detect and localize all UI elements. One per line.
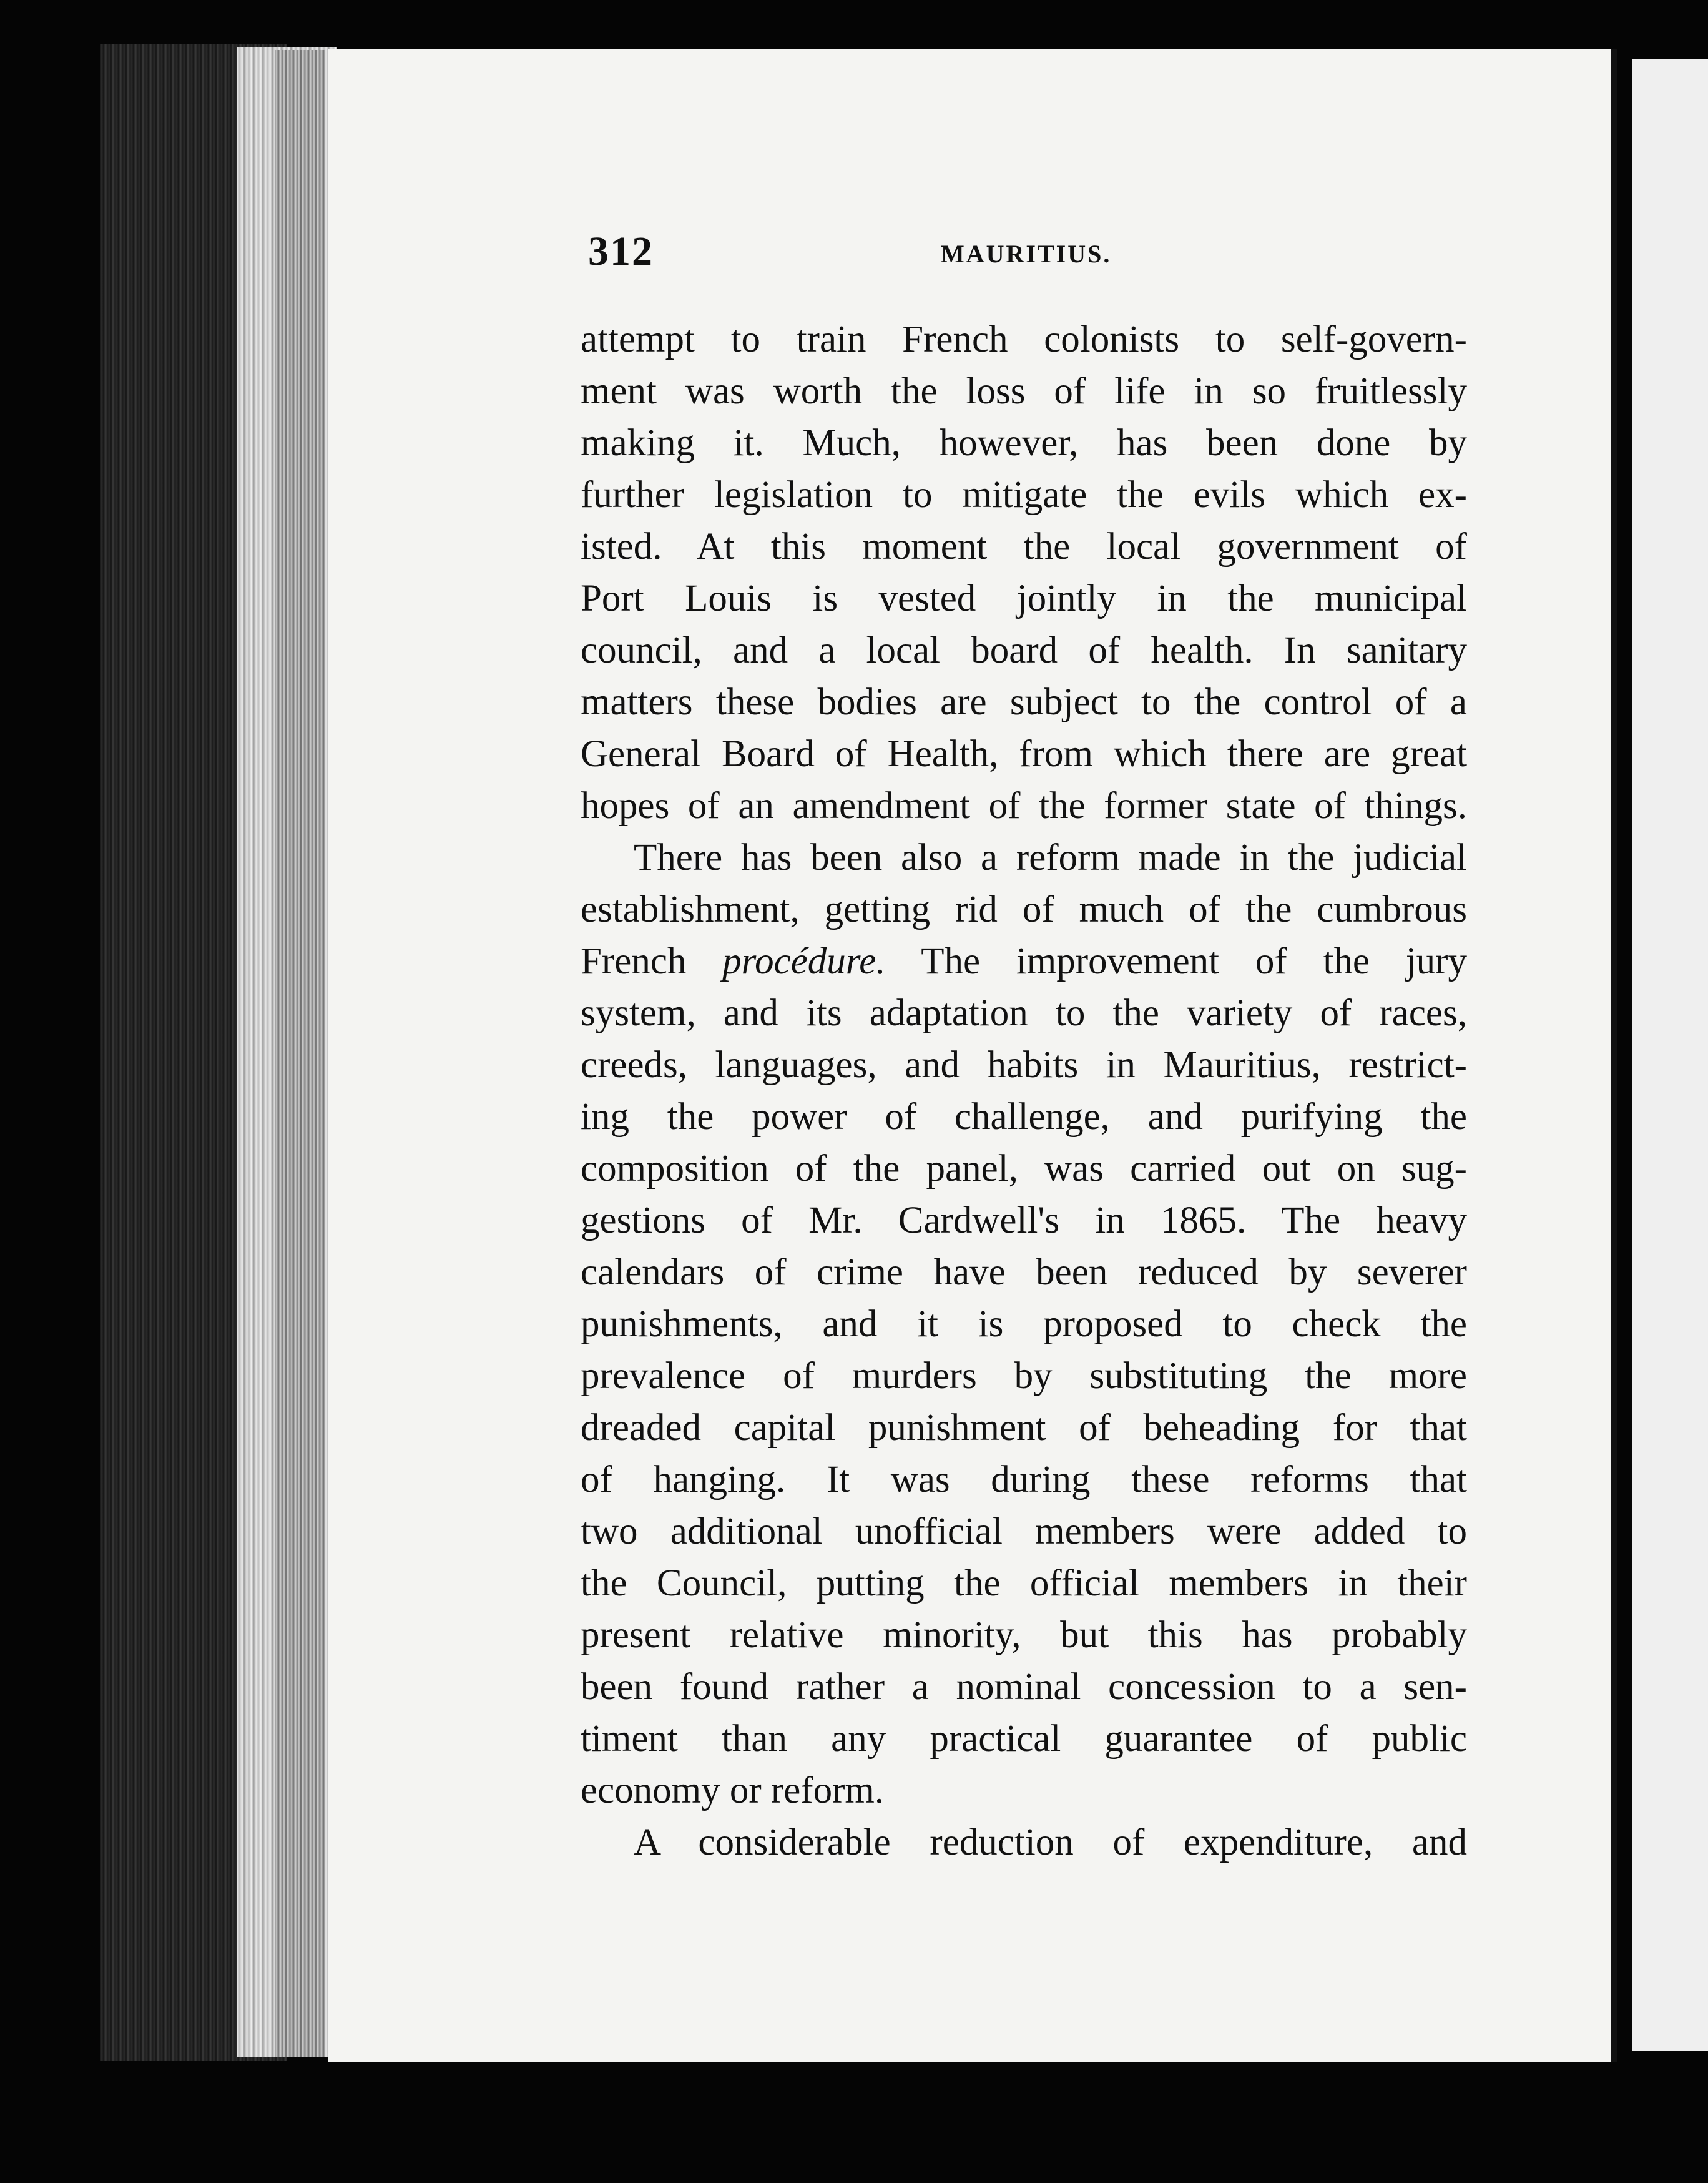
text-line: creeds, languages, and habits in Mauritius, restrict- [581,1044,1467,1086]
text-line: punishments, and it is proposed to check the [581,1303,1467,1345]
text-line: composition of the panel, was carried out on sug- [581,1148,1467,1190]
text-line: hopes of an amendment of the former state of things. [581,785,1467,827]
page-number: 312 [588,229,654,274]
text-line: present relative minority, but this has probably [581,1614,1467,1656]
text-line: dreaded capital punishment of beheading for that [581,1407,1467,1449]
text-line: further legislation to mitigate the evils which ex- [581,474,1467,516]
text-line: of hanging. It was during these reforms that [581,1459,1467,1501]
text-line: system, and its adaptation to the variety of races, [581,992,1467,1034]
text-line: There has been also a reform made in the judicial [634,837,1467,879]
italic-term: procédure. [722,940,886,982]
text-line: matters these bodies are subject to the control of a [581,681,1467,723]
page-stack-shadow [275,50,325,2057]
text-line-italic-word: French procédure. The improvement of the jury [581,940,1467,982]
text-line: making it. Much, however, has been done by [581,422,1467,464]
text-line: attempt to train French colonists to self-govern- [581,318,1467,360]
page-header [588,228,1462,284]
text-line: ing the power of challenge, and purifying the [581,1096,1467,1138]
text-line: two additional unofficial members were added to [581,1510,1467,1552]
page-gutter [1611,49,1617,2062]
text-line: Port Louis is vested jointly in the municipal [581,578,1467,619]
text-line: prevalence of murders by substituting the more [581,1355,1467,1397]
text-line: establishment, getting rid of much of the cumbrous [581,889,1467,930]
body-text [581,313,1467,1868]
text-line: council, and a local board of health. In sanitary [581,629,1467,671]
text-line: been found rather a nominal concession to a sen- [581,1666,1467,1708]
text-line: economy or reform. [581,1770,885,1811]
text-line: the Council, putting the official members in their [581,1562,1467,1604]
text-line: isted. At this moment the local government of [581,526,1467,568]
text-line: A considerable reduction of expenditure, and [634,1821,1467,1863]
text-line: calendars of crime have been reduced by severer [581,1251,1467,1293]
text-line: gestions of Mr. Cardwell's in 1865. The heavy [581,1200,1467,1241]
text-line: ment was worth the loss of life in so fruitlessly [581,370,1467,412]
facing-page-edge [1632,59,1708,2051]
text-line: timent than any practical guarantee of public [581,1718,1467,1760]
running-head: MAURITIUS. [941,240,1112,268]
text-line: General Board of Health, from which there are great [581,733,1467,775]
